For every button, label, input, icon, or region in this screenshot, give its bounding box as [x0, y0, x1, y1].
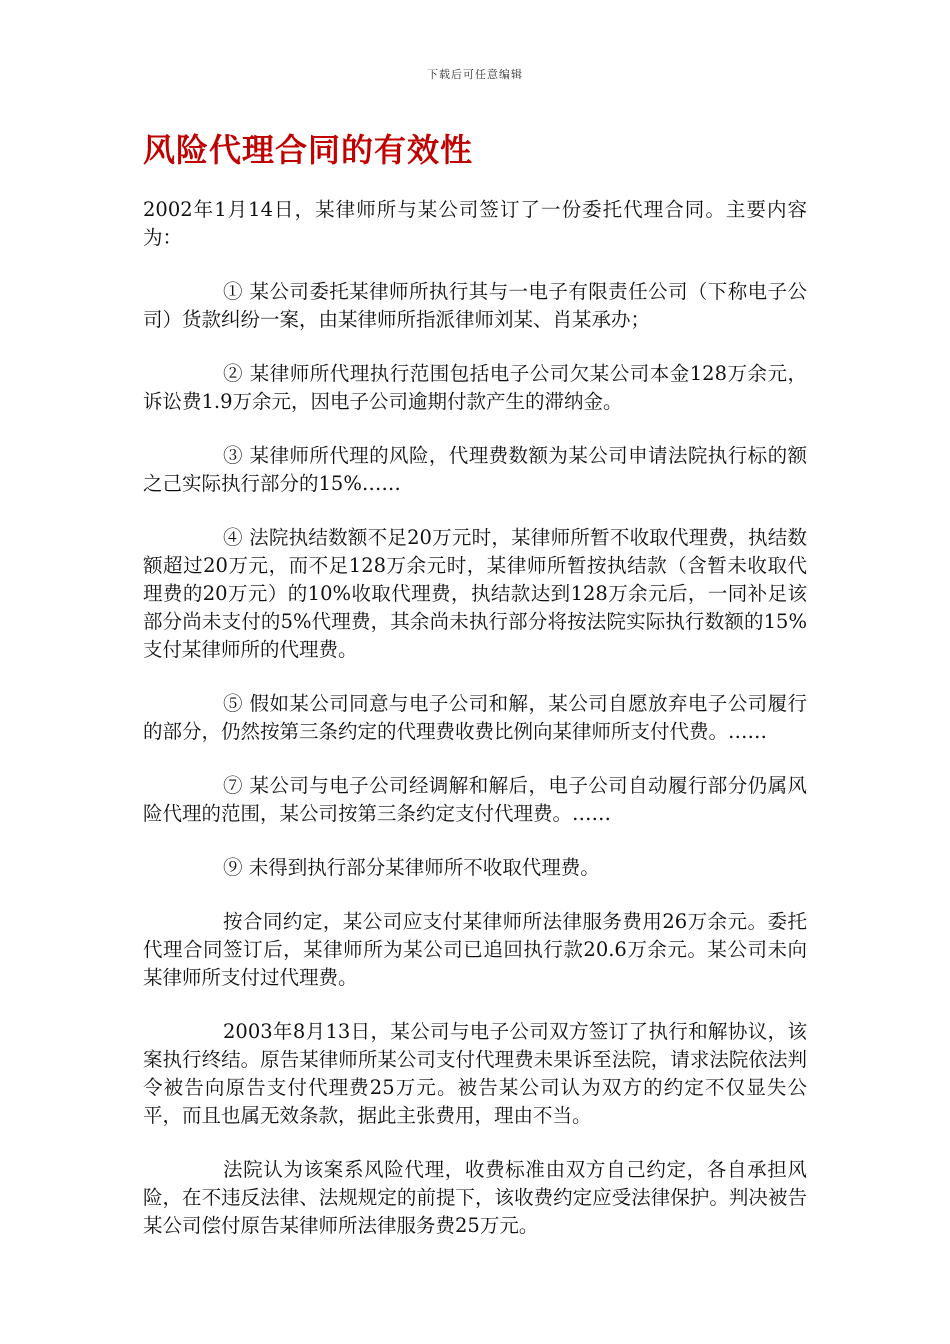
paragraph-clause-9: ⑨ 未得到执行部分某律师所不收取代理费。 — [223, 856, 600, 879]
header-note: 下载后可任意编辑 — [427, 68, 523, 81]
paragraph-judgment: 法院认为该案系风险代理，收费标准由双方自己约定，各自承担风险，在不违反法律、法规规定的前提下，该收费约定应受法律保护。判决被告某公司偿付原告某律师所法律服务费25万元。 — [143, 1158, 807, 1237]
paragraph-intro: 2002年1月14日，某律师所与某公司签订了一份委托代理合同。主要内容为： — [143, 198, 807, 249]
paragraph-clause-1: ① 某公司委托某律师所执行其与一电子有限责任公司（下称电子公司）货款纠纷一案，由某律师所指派律师刘某、肖某承办； — [143, 280, 807, 331]
paragraph-clause-5: ⑤ 假如某公司同意与电子公司和解，某公司自愿放弃电子公司履行的部分，仍然按第三条约定的代理费收费比例向某律师所支付代费。…… — [143, 692, 807, 743]
document-title: 风险代理合同的有效性 — [143, 131, 474, 169]
paragraph-clause-4: ④ 法院执结数额不足20万元时，某律师所暂不收取代理费，执结数额超过20万元，而不足128万余元时，某律师所暂按执结款（含暂未收取代理费的20万元）的10%收取代理费，执结款达到128万余元后，一同补足该部分尚未支付的5%代理费，其余尚未执行部分将按法院实际执行数额的15%支付某律师所的代理费。 — [143, 526, 807, 661]
paragraph-clause-3: ③ 某律师所代理的风险，代理费数额为某公司申请法院执行标的额之己实际执行部分的15%…… — [143, 444, 807, 495]
paragraph-clause-2: ② 某律师所代理执行范围包括电子公司欠某公司本金128万余元，诉讼费1.9万余元，因电子公司逾期付款产生的滞纳金。 — [143, 362, 807, 413]
paragraph-fee-summary: 按合同约定，某公司应支付某律师所法律服务费用26万余元。委托代理合同签订后，某律师所为某公司已追回执行款20.6万余元。某公司未向某律师所支付过代理费。 — [143, 910, 807, 989]
document-body — [143, 196, 807, 1266]
paragraph-lawsuit: 2003年8月13日，某公司与电子公司双方签订了执行和解协议，该案执行终结。原告某律师所某公司支付代理费未果诉至法院，请求法院依法判令被告向原告支付代理费25万元。被告某公司认为双方的约定不仅显失公平，而且也属无效条款，据此主张费用，理由不当。 — [143, 1020, 807, 1127]
paragraph-clause-7: ⑦ 某公司与电子公司经调解和解后，电子公司自动履行部分仍属风险代理的范围，某公司按第三条约定支付代理费。…… — [143, 774, 807, 825]
